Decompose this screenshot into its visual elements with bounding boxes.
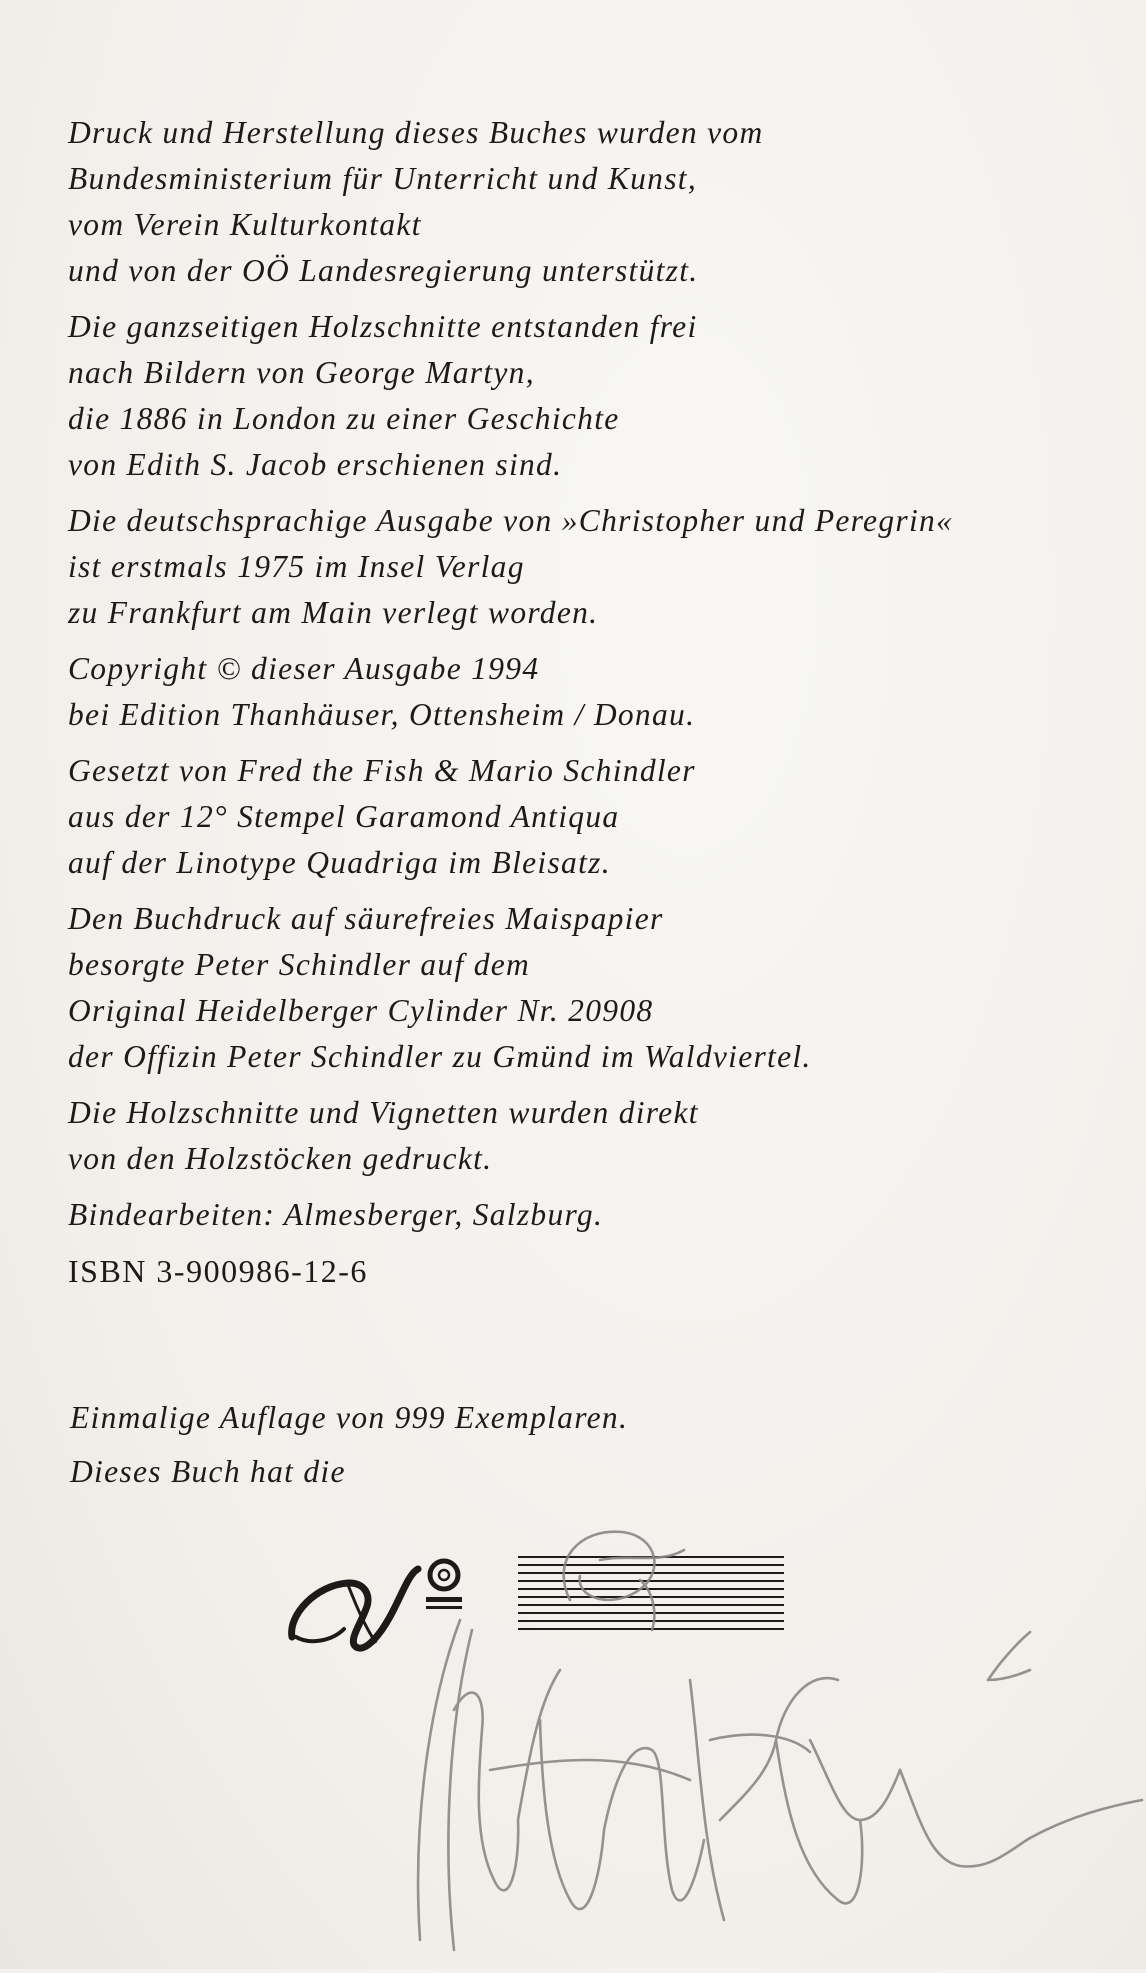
text-line: Copyright © dieser Ausgabe 1994	[68, 651, 540, 686]
text-line: der Offizin Peter Schindler zu Gmünd im Waldviertel.	[68, 1039, 812, 1074]
signature-icon	[390, 1520, 1146, 1969]
text-line: besorgte Peter Schindler auf dem	[68, 947, 531, 982]
text-line: auf der Linotype Quadriga im Bleisatz.	[68, 845, 611, 880]
colophon-paragraph-copyright	[68, 646, 1138, 738]
edition-note	[70, 1395, 1070, 1503]
text-line: die 1886 in London zu einer Geschichte	[68, 401, 620, 436]
text-line: ist erstmals 1975 im Insel Verlag	[68, 549, 525, 584]
text-line: Bundesministerium für Unterricht und Kunst,	[68, 161, 698, 196]
text-line: nach Bildern von George Martyn,	[68, 355, 535, 390]
text-line: Die ganzseitigen Holzschnitte entstanden frei	[68, 309, 698, 344]
text-line: Gesetzt von Fred the Fish & Mario Schindler	[68, 753, 696, 788]
text-line: Bindearbeiten: Almesberger, Salzburg.	[68, 1197, 604, 1232]
text-line: Den Buchdruck auf säurefreies Maispapier	[68, 901, 664, 936]
edition-limit-line: Einmalige Auflage von 999 Exemplaren.	[70, 1400, 629, 1435]
text-line: Original Heidelberger Cylinder Nr. 20908	[68, 993, 654, 1028]
colophon-paragraph-german-edition	[68, 498, 1138, 636]
text-line: Druck und Herstellung dieses Buches wurden vom	[68, 115, 764, 150]
colophon-paragraph-vignettes	[68, 1090, 1138, 1182]
isbn: ISBN 3-900986-12-6	[68, 1253, 368, 1289]
colophon-paragraph-printing	[68, 896, 1138, 1080]
text-line: und von der OÖ Landesregierung unterstützt.	[68, 253, 699, 288]
text-line: aus der 12° Stempel Garamond Antiqua	[68, 799, 620, 834]
colophon-paragraph-woodcuts	[68, 304, 1138, 488]
colophon	[68, 110, 1138, 1294]
text-line: von Edith S. Jacob erschienen sind.	[68, 447, 563, 482]
text-line: von den Holzstöcken gedruckt.	[68, 1141, 493, 1176]
colophon-paragraph-binding	[68, 1192, 1138, 1238]
edition-copy-line: Dieses Buch hat die	[70, 1454, 346, 1489]
colophon-paragraph-funding	[68, 110, 1138, 294]
text-line: Die Holzschnitte und Vignetten wurden direkt	[68, 1095, 699, 1130]
text-line: vom Verein Kulturkontakt	[68, 207, 422, 242]
text-line: zu Frankfurt am Main verlegt worden.	[68, 595, 599, 630]
handwritten-signature	[390, 1520, 1146, 1969]
colophon-paragraph-typesetting	[68, 748, 1138, 886]
text-line: bei Edition Thanhäuser, Ottensheim / Donau.	[68, 697, 696, 732]
text-line: Die deutschsprachige Ausgabe von »Christopher und Peregrin«	[68, 503, 954, 538]
